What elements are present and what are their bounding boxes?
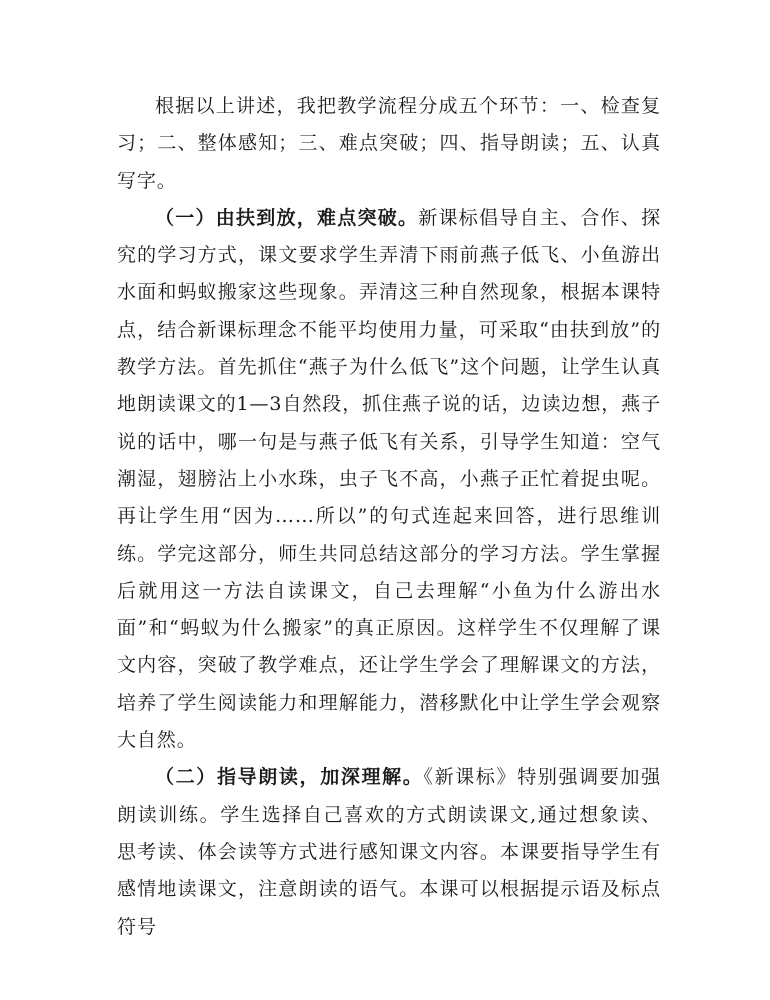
paragraph-section-1 xyxy=(117,200,661,759)
document-page xyxy=(117,88,661,946)
paragraph-intro xyxy=(117,88,661,200)
paragraph-text: 《新课标》特别强调要加强朗读训练。学生选择自己喜欢的方式朗读课文,通过想象读、思考读、体会读等方式进行感知课文内容。本课要指导学生有感情地读课文，注意朗读的语气。本课可以根据提示语及标点符号 xyxy=(117,766,661,938)
section-heading: （二）指导朗读，加深理解。 xyxy=(155,766,424,789)
paragraph-text: 根据以上讲述，我把教学流程分成五个环节：一、检查复习；二、整体感知；三、难点突破；四、指导朗读；五、认真写字。 xyxy=(117,95,661,192)
paragraph-section-2 xyxy=(117,759,661,945)
section-heading: （一）由扶到放，难点突破。 xyxy=(155,206,419,229)
paragraph-text: 新课标倡导自主、合作、探究的学习方式，课文要求学生弄清下雨前燕子低飞、小鱼游出水面和蚂蚁搬家这些现象。弄清这三种自然现象，根据本课特点，结合新课标理念不能平均使用力量，可采取“由扶到放”的教学方法。首先抓住“燕子为什么低飞”这个问题，让学生认真地朗读课文的1—3自然段，抓住燕子说的话，边读边想，燕子说的话中，哪一句是与燕子低飞有关系，引导学生知道：空气潮湿，翅膀沾上小水珠，虫子飞不高，小燕子正忙着捉虫呢。再让学生用“因为……所以”的句式连起来回答，进行思维训练。学完这部分，师生共同总结这部分的学习方法。学生掌握后就用这一方法自读课文，自己去理解“小鱼为什么游出水面”和“蚂蚁为什么搬家”的真正原因。这样学生不仅理解了课文内容，突破了教学难点，还让学生学会了理解课文的方法，培养了学生阅读能力和理解能力，潜移默化中让学生学会观察大自然。 xyxy=(117,206,661,752)
